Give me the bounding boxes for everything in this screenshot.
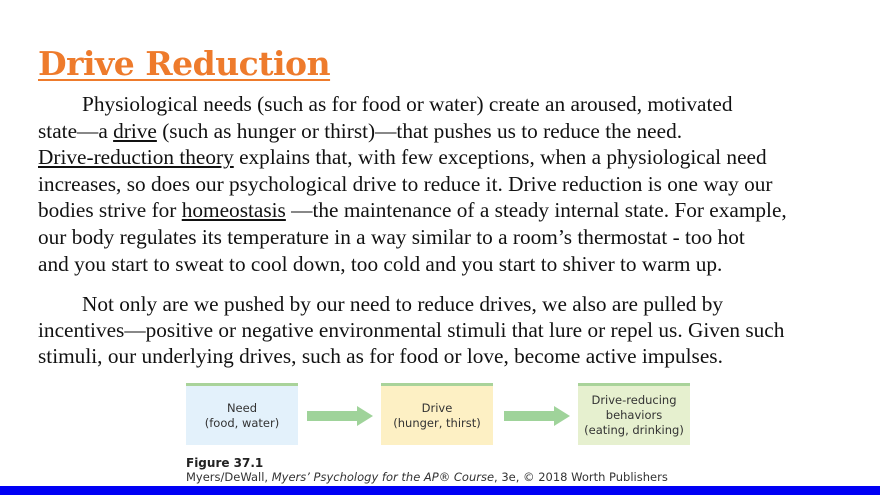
caption-authors: Myers/DeWall, — [186, 470, 272, 484]
box-label: (food, water) — [204, 415, 280, 430]
text-line — [38, 198, 787, 223]
text-segment: Physiological needs (such as for food or water) create an aroused, motivated — [82, 92, 733, 116]
text-line — [38, 145, 767, 170]
caption-book-title: Myers’ Psychology for the AP® Course — [271, 470, 495, 484]
text-segment: bodies strive for — [38, 198, 182, 222]
box-label: Need — [226, 400, 258, 415]
text-line — [82, 292, 723, 317]
text-segment: Not only are we pushed by our need to reduce drives, we also are pulled by — [82, 292, 724, 316]
caption-publisher: , 3e, © 2018 Worth Publishers — [494, 470, 668, 484]
text-segment: explains that, with few exceptions, when a physiological need — [233, 145, 767, 169]
figure-box — [381, 383, 493, 445]
box-label: Drive — [421, 400, 453, 415]
box-label: Drive-reducing — [591, 393, 677, 407]
arrow-right-icon — [305, 405, 375, 427]
figure-box — [578, 383, 690, 445]
key-term: Drive-reduction theory — [38, 145, 234, 169]
text-line — [38, 225, 745, 250]
text-segment: our body regulates its temperature in a way similar to a room’s thermostat - too hot — [38, 225, 745, 249]
text-segment: —the maintenance of a steady internal state. For example, — [285, 198, 787, 222]
text-line — [38, 119, 682, 144]
text-line — [38, 344, 723, 369]
text-line — [38, 318, 784, 343]
box-label: behaviors — [605, 408, 663, 422]
figure-box — [186, 383, 298, 445]
box-label: (eating, drinking) — [584, 423, 684, 437]
slide-title: Drive Reduction — [38, 44, 331, 83]
bottom-bar — [0, 486, 880, 495]
text-line — [82, 92, 733, 117]
key-term: drive — [113, 119, 157, 143]
box-label: (hunger, thirst) — [393, 415, 481, 430]
figure-caption-title: Figure 37.1 — [186, 456, 264, 470]
text-segment: state—a — [38, 119, 114, 143]
text-segment: stimuli, our underlying drives, such as for food or love, become active impulses. — [38, 344, 723, 368]
text-segment: (such as hunger or thirst)—that pushes us to reduce the need. — [156, 119, 683, 143]
figure-caption-source — [186, 470, 668, 484]
text-line — [38, 172, 773, 197]
text-segment: incentives—positive or negative environmental stimuli that lure or repel us. Given such — [38, 318, 785, 342]
arrow-right-icon — [502, 405, 572, 427]
key-term: homeostasis — [181, 198, 286, 222]
text-segment: and you start to sweat to cool down, too cold and you start to shiver to warm up. — [38, 252, 723, 276]
text-line — [38, 252, 722, 277]
text-segment: increases, so does our psychological drive to reduce it. Drive reduction is one way our — [38, 172, 773, 196]
